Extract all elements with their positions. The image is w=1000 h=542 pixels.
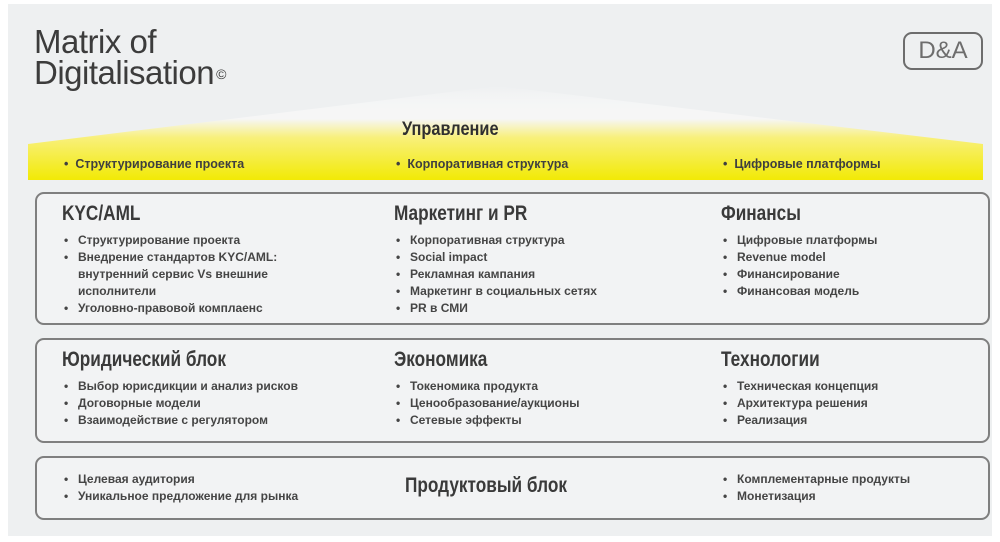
- column-kyc-aml: [62, 202, 362, 317]
- list-item: • Выбор юрисдикции и анализ рисков: [62, 378, 382, 395]
- list-item: • Финансирование: [721, 266, 971, 283]
- list-item: • Маркетинг в социальных сетях: [394, 283, 694, 300]
- product-right-column: [721, 471, 971, 505]
- list-item: • Реализация: [721, 412, 971, 429]
- roof-item: • Корпоративная структура: [396, 157, 569, 171]
- roof-item: • Цифровые платформы: [723, 157, 881, 171]
- list-item: • Договорные модели: [62, 395, 382, 412]
- list-item: • PR в СМИ: [394, 300, 694, 317]
- list-item: • Social impact: [394, 249, 694, 266]
- column-title: KYC/AML: [62, 202, 141, 225]
- column-list: [62, 378, 382, 429]
- list-item: • Корпоративная структура: [394, 232, 694, 249]
- list-item: • Ценообразование/аукционы: [394, 395, 694, 412]
- column-list: [394, 232, 694, 317]
- roof-shape: [8, 4, 992, 204]
- list-item: • Взаимодействие с регулятором: [62, 412, 382, 429]
- list-item: • Токеномика продукта: [394, 378, 694, 395]
- list-item: • Архитектура решения: [721, 395, 971, 412]
- column-title: Экономика: [394, 348, 488, 371]
- column-list: [62, 471, 382, 505]
- list-item: • Уголовно-правовой комплаенс: [62, 300, 362, 317]
- column-list: [721, 471, 971, 505]
- row-panel: [35, 338, 990, 443]
- column-list: [62, 232, 362, 317]
- da-logo: D&A: [903, 32, 983, 70]
- column-legal: [62, 348, 382, 429]
- list-item: • Монетизация: [721, 488, 971, 505]
- column-list: [721, 232, 971, 300]
- roof-title: Управление: [402, 119, 499, 140]
- column-finance: [721, 202, 971, 300]
- column-title: Юридический блок: [62, 348, 226, 371]
- list-item: • Структурирование проекта: [62, 232, 362, 249]
- product-panel: [35, 456, 990, 520]
- column-title: Финансы: [721, 202, 801, 225]
- product-left-column: [62, 471, 382, 505]
- list-item: • Revenue model: [721, 249, 971, 266]
- roof-item: • Структурирование проекта: [64, 157, 245, 171]
- column-list: [394, 378, 694, 429]
- column-technology: [721, 348, 971, 429]
- column-title: Маркетинг и PR: [394, 202, 528, 225]
- copyright-mark: ©: [216, 66, 226, 82]
- list-item: • Внедрение стандартов KYC/AML: внутренний сервис Vs внешние исполнители: [62, 249, 303, 300]
- list-item: • Целевая аудитория: [62, 471, 382, 488]
- column-economics: [394, 348, 694, 429]
- list-item: • Уникальное предложение для рынка: [62, 488, 382, 505]
- page-title: Matrix of Digitalisation ©: [34, 23, 226, 91]
- column-marketing: [394, 202, 694, 317]
- matrix-diagram: [8, 4, 992, 536]
- list-item: • Рекламная кампания: [394, 266, 694, 283]
- list-item: • Финансовая модель: [721, 283, 971, 300]
- product-title: Продуктовый блок: [405, 474, 567, 497]
- row-panel: [35, 192, 990, 325]
- list-item: • Комплементарные продукты: [721, 471, 971, 488]
- column-title: Технологии: [721, 348, 820, 371]
- list-item: • Техническая концепция: [721, 378, 971, 395]
- column-list: [721, 378, 971, 429]
- list-item: • Сетевые эффекты: [394, 412, 694, 429]
- list-item: • Цифровые платформы: [721, 232, 971, 249]
